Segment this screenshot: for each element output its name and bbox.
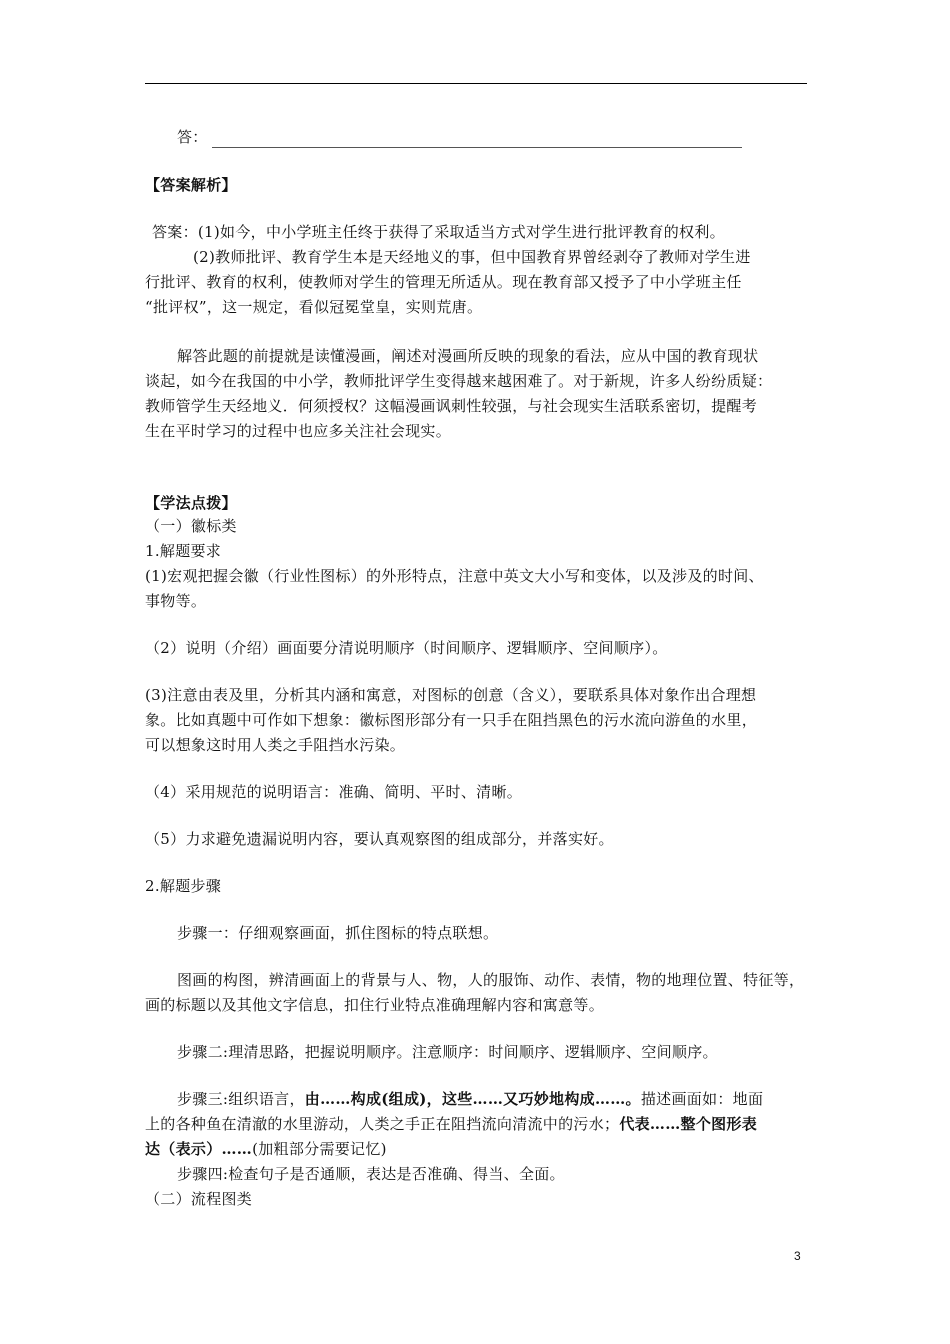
top-rule <box>145 83 807 84</box>
steps-title: 2.解题步骤 <box>145 877 222 895</box>
answer-line <box>177 126 742 148</box>
step-three-line-2 <box>145 1113 757 1135</box>
analysis-line-3: 教师管学生天经地义．何须授权？这幅漫画讽刺性较强，与社会现实生活联系密切，提醒考 <box>145 397 758 415</box>
requirement-1b: 事物等。 <box>145 592 207 610</box>
requirement-2: （2）说明（介绍）画面要分清说明顺序（时间顺序、逻辑顺序、空间顺序）。 <box>145 639 668 657</box>
method-title: 【学法点拨】 <box>145 494 237 512</box>
step-three-bold-phrase: 由……构成(组成)，这些……又巧妙地构成……。 <box>304 1090 641 1108</box>
step-one-detail-1: 图画的构图，辨清画面上的背景与人、物，人的服饰、动作、表情，物的地理位置、特征等， <box>177 971 805 989</box>
requirement-1a: (1)宏观把握会徽（行业性图标）的外形特点，注意中英文大小写和变体，以及涉及的时间、 <box>145 567 764 585</box>
answer-line-3: 行批评、教育的权利，使教师对学生的管理无所适从。现在教育部又授予了中小学班主任 <box>145 273 742 291</box>
step-three-bold-phrase-3: 达（表示）…… <box>145 1140 253 1158</box>
step-four: 步骤四:检查句子是否通顺，表达是否准确、得当、全面。 <box>177 1165 565 1183</box>
step-three-intro: 步骤三:组织语言， <box>177 1090 305 1108</box>
requirement-3b: 象。比如真题中可作如下想象：徽标图形部分有一只手在阻挡黑色的污水流向游鱼的水里， <box>145 711 758 729</box>
requirement-3a: (3)注意由表及里，分析其内涵和寓意，对图标的创意（含义），要联系具体对象作出合理想 <box>145 686 757 704</box>
step-one: 步骤一：仔细观察画面，抓住图标的特点联想。 <box>177 924 499 942</box>
analysis-line-4: 生在平时学习的过程中也应多关注社会现实。 <box>145 422 452 440</box>
answer-line-4: “批评权”，这一规定，看似冠冕堂皇，实则荒唐。 <box>145 298 483 316</box>
analysis-line-2: 谈起，如今在我国的中小学，教师批评学生变得越来越困难了。对于新规，许多人纷纷质疑： <box>145 372 773 390</box>
step-three-example-intro: 描述画面如：地面 <box>640 1090 764 1108</box>
step-three-bold-phrase-2: 代表……整个图形表 <box>619 1115 758 1133</box>
step-three-example: 上的各种鱼在清澈的水里游动，人类之手正在阻挡流向清流中的污水； <box>145 1115 620 1133</box>
step-one-detail-2: 画的标题以及其他文字信息，扣住行业特点准确理解内容和寓意等。 <box>145 996 605 1014</box>
step-two: 步骤二:理清思路，把握说明顺序。注意顺序：时间顺序、逻辑顺序、空间顺序。 <box>177 1043 718 1061</box>
section-two-heading: （二）流程图类 <box>145 1190 253 1208</box>
page-number: 3 <box>794 1249 801 1263</box>
analysis-line-1: 解答此题的前提就是读懂漫画，阐述对漫画所反映的现象的看法，应从中国的教育现状 <box>177 347 759 365</box>
answer-line-1: 答案：(1)如今，中小学班主任终于获得了采取适当方式对学生进行批评教育的权利。 <box>152 223 725 241</box>
answer-line-2: (2)教师批评、教育学生本是天经地义的事，但中国教育界曾经剥夺了教师对学生进 <box>193 248 751 266</box>
answer-prompt: 答： <box>177 128 208 146</box>
requirement-3c: 可以想象这时用人类之手阻挡水污染。 <box>145 736 406 754</box>
requirements-title: 1.解题要求 <box>145 542 222 560</box>
step-three-line-3 <box>145 1138 387 1160</box>
answer-blank <box>212 133 742 148</box>
section-one-heading: （一）徽标类 <box>145 517 237 535</box>
step-three-line-1 <box>177 1088 763 1110</box>
answer-analysis-title: 【答案解析】 <box>145 176 237 194</box>
requirement-5: （5）力求避免遗漏说明内容，要认真观察图的组成部分，并落实好。 <box>145 830 614 848</box>
step-three-note: (加粗部分需要记忆) <box>252 1140 387 1158</box>
requirement-4: （4）采用规范的说明语言：准确、简明、平时、清晰。 <box>145 783 523 801</box>
